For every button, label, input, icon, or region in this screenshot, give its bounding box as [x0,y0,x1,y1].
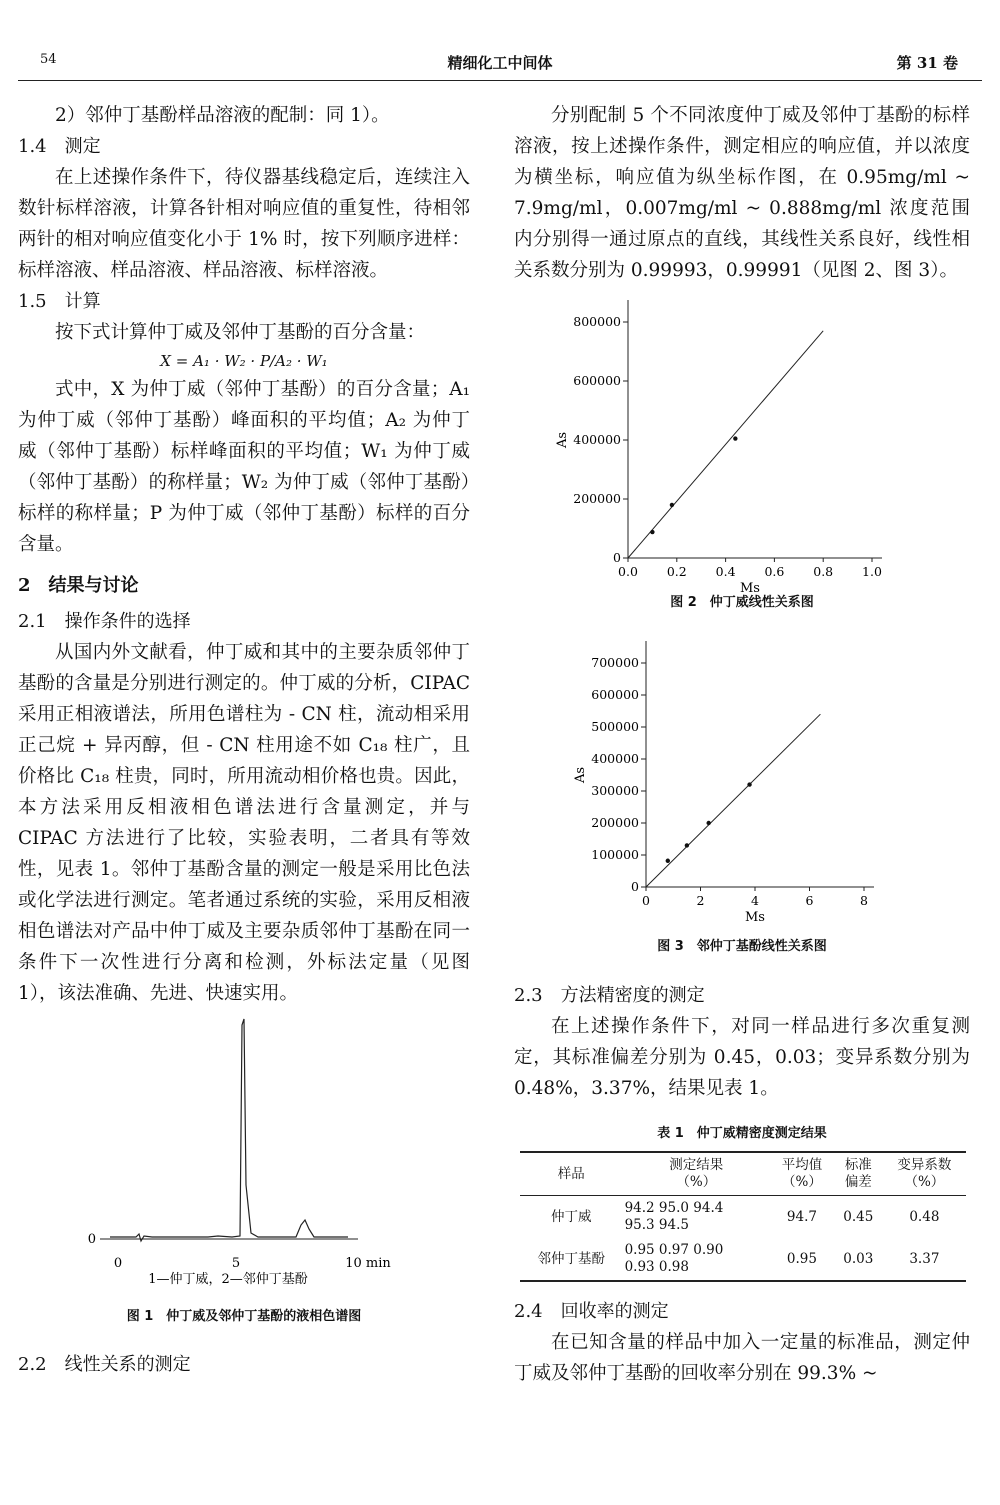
chromatogram [18,1015,470,1315]
precision-table [520,1151,966,1282]
right-column [514,100,970,1389]
y-tick-label: 100000 [591,847,639,862]
table-cell: 94.7 [786,1208,817,1225]
x-tick-label: 8 [860,893,868,908]
y-tick-label: 600000 [573,373,621,388]
table-header-cell: 标准 偏差 [834,1152,883,1196]
chromatogram-x-tick-10: 10 min [345,1256,391,1271]
section-2-4-heading: 2.4 回收率的测定 [514,1301,669,1322]
section-2-1-heading: 2.1 操作条件的选择 [18,611,191,632]
table-row [520,1238,966,1281]
chromatogram-y-tick: 0 [87,1232,96,1247]
chart-3 [514,635,970,935]
chart-2 [514,286,970,596]
y-tick-label: 0 [613,550,621,565]
header-rule [18,80,982,81]
y-tick-label: 400000 [591,751,639,766]
section-2-1-text: 从国内外文献看，仲丁威和其中的主要杂质邻仲丁基酚的含量是分别进行测定的。仲丁威的分析，CIPAC 采用正相液谱法，所用色谱柱为 - CN 柱，流动相采用正己烷 + 异丙醇，但 - CN 柱用途不如 C₁₈ 柱广，且价格比 C₁₈ 柱贵，同时，所用流动相价格也贵。因此，本方法采用反相液相色谱法进行含量测定，并与 CIPAC 方法进行了比较，实验表明，二者具有等效性，见表 1。邻仲丁基酚含量的测定一般是采用比色法或化学法进行测定。笔者通过系统的实验，采用反相液相色谱法对产品中仲丁威及主要杂质邻仲丁基酚在同一条件下一次性进行分离和检测，外标法定量（见图 1），该法准确、先进、快速实用。 [18,642,470,1004]
sample-prep-text: 2）邻仲丁基酚样品溶液的配制：同 1）。 [55,105,390,126]
figure-2 [514,286,970,621]
data-point [650,530,654,534]
data-point [685,843,689,847]
table-cell: 0.95 0.97 0.90 0.93 0.98 [623,1238,770,1281]
y-tick-label: 800000 [573,314,621,329]
chromatogram-trace [110,1019,348,1241]
table-header-cell: 变异系数 （%） [883,1152,966,1196]
table-header-cell: 测定结果 （%） [623,1152,770,1196]
figure-3 [514,635,970,980]
x-axis-label: Ms [740,581,760,596]
x-tick-label: 0 [642,893,650,908]
data-point [666,859,670,863]
section-2-3-heading: 2.3 方法精密度的测定 [514,985,705,1006]
x-axis-label: Ms [745,910,765,925]
table-cell: 邻仲丁基酚 [520,1238,623,1281]
volume-label: 第 31 卷 [896,54,958,72]
figure-1-caption: 图 1 仲丁威及邻仲丁基酚的液相色谱图 [126,1309,362,1324]
table-cell: 仲丁威 [551,1208,592,1225]
data-point [706,821,710,825]
section-1-5-heading: 1.5 计算 [18,291,101,312]
x-tick-label: 4 [751,893,759,908]
section-1-4-heading: 1.4 测定 [18,136,101,157]
left-column [18,100,470,1380]
chromatogram-legend: 1—仲丁威，2—邻仲丁基酚 [148,1272,308,1287]
linear-text: 分别配制 5 个不同浓度仲丁威及邻仲丁基酚的标样溶液，按上述操作条件，测定相应的响应值，并以浓度为横坐标，响应值为纵坐标作图，在 0.95mg/ml ~ 7.9mg/ml，0.007mg/ml ~ 0.888mg/ml 浓度范围内分别得一通过原点的直线，其线性关系良好，线性相关系数分别为 0.99993，0.99991（见图 2、图 3）。 [514,105,970,281]
figure-3-caption: 图 3 邻仲丁基酚线性关系图 [657,939,827,954]
y-tick-label: 0 [631,879,639,894]
section-2-2-heading: 2.2 线性关系的测定 [18,1354,191,1375]
table-cell: 0.03 [834,1238,883,1281]
x-tick-label: 0.8 [813,564,834,579]
journal-title: 精细化工中间体 [447,54,553,72]
x-tick-label: 0.4 [715,564,736,579]
section-2-3-text: 在上述操作条件下，对同一样品进行多次重复测定，其标准偏差分别为 0.45，0.03；变异系数分别为 0.48%，3.37%，结果见表 1。 [514,1016,970,1099]
data-point [733,436,737,440]
table-header-cell: 样品 [520,1152,623,1196]
table-cell: 0.48 [909,1208,940,1225]
x-tick-label: 0.6 [764,564,785,579]
formula: X = A₁ · W₂ · P/A₂ · W₁ [160,352,328,370]
y-axis-label: As [555,431,570,449]
x-tick-label: 2 [696,893,705,908]
fit-line [628,331,823,558]
table-cell: 0.45 [843,1208,874,1225]
y-tick-label: 700000 [591,655,639,670]
y-tick-label: 600000 [591,687,639,702]
data-point [670,503,674,507]
table-header-row [520,1152,966,1196]
section-2-4-text: 在已知含量的样品中加入一定量的标准品，测定仲丁威及邻仲丁基酚的回收率分别在 99.3% ~ [514,1332,970,1384]
figure-2-caption: 图 2 仲丁威线性关系图 [670,595,814,610]
section-2-heading: 2 结果与讨论 [18,575,139,596]
table-cell: 3.37 [883,1238,966,1281]
table-header-cell: 平均值 （%） [770,1152,834,1196]
figure-1 [18,1015,470,1335]
table-row [520,1196,966,1239]
formula-definitions: 式中，X 为仲丁威（邻仲丁基酚）的百分含量；A₁ 为仲丁威（邻仲丁基酚）峰面积的平均值；A₂ 为仲丁威（邻仲丁基酚）标样峰面积的平均值；W₁ 为仲丁威（邻仲丁基酚）的称样量；W₂ 为仲丁威（邻仲丁基酚）标样的称样量；P 为仲丁威（邻仲丁基酚）标样的百分含量。 [18,379,470,555]
y-tick-label: 500000 [591,719,639,734]
table-cell: 94.2 95.0 94.4 95.3 94.5 [624,1200,724,1233]
x-tick-label: 6 [805,893,814,908]
data-point [747,782,751,786]
y-axis-label: As [573,766,588,784]
table-cell: 0.95 [770,1238,834,1281]
section-1-4-text: 在上述操作条件下，待仪器基线稳定后，连续注入数针标样溶液，计算各针相对响应值的重复性，待相邻两针的相对响应值变化小于 1% 时，按下列顺序进样：标样溶液、样品溶液、样品溶液、标样溶液。 [18,167,470,281]
x-tick-label: 0.2 [666,564,687,579]
section-1-5-text: 按下式计算仲丁威及邻仲丁基酚的百分含量： [55,322,426,343]
x-tick-label: 0.0 [618,564,638,579]
chromatogram-x-tick-5: 5 [231,1256,241,1271]
y-tick-label: 300000 [591,783,639,798]
fit-line [646,714,820,887]
y-tick-label: 400000 [573,432,621,447]
x-tick-label: 1.0 [862,564,882,579]
page-number: 54 [40,52,57,67]
table-1-caption: 表 1 仲丁威精密度测定结果 [657,1126,827,1141]
y-tick-label: 200000 [573,491,621,506]
chromatogram-x-tick-0: 0 [113,1256,123,1271]
y-tick-label: 200000 [591,815,639,830]
